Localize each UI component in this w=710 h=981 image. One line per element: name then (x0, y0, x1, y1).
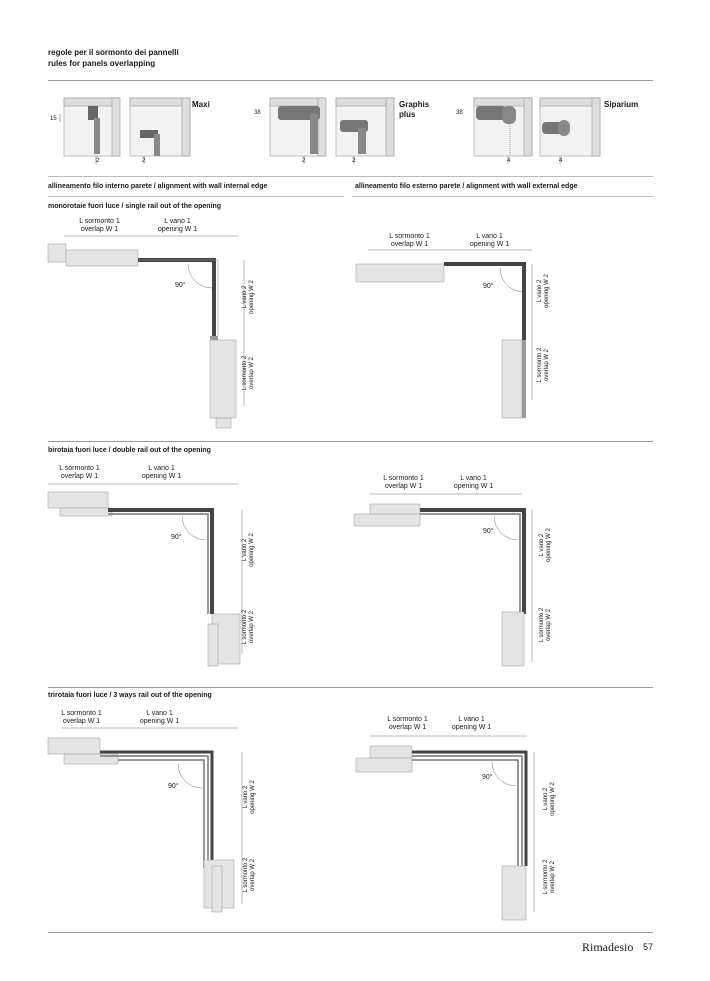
opening-w2-label: L vano 2 opening W 2 (543, 782, 556, 816)
opening-w1-label: L vano 1 (148, 465, 175, 472)
divider (48, 176, 653, 177)
opening-w1-label-en: opening W 1 (139, 718, 180, 725)
siparium-dim-b: 4 (559, 158, 563, 164)
opening-w1-label: L vano 1 (164, 218, 191, 225)
alignment-external-heading: allineamento filo esterno parete / alignment with wall external edge (355, 183, 578, 190)
angle-label: 90° (482, 774, 493, 781)
opening-w1-label: L vano 1 (458, 716, 485, 723)
divider (48, 687, 653, 688)
overlap-w2-label: L sormonto 2 overlap W 2 (543, 859, 556, 895)
overlap-w1-label: L sormonto 1 (61, 710, 102, 717)
divider (48, 932, 653, 933)
maxi-dim-a: 2 (96, 158, 100, 164)
page-title-it: regole per il sormonto dei pannelli (48, 48, 179, 57)
section-triple-rail: trirotaia fuori luce / 3 ways rail out of the opening (48, 692, 212, 699)
page-title-en: rules for panels overlapping (48, 59, 156, 68)
opening-w2-label: L vano 2 opening W 2 (539, 528, 552, 562)
opening-w1-label-en: opening W 1 (469, 241, 510, 248)
overlap-w2-label: L sormonto 2 overlap W 2 (242, 609, 255, 645)
opening-w1-label: L vano 1 (476, 233, 503, 240)
angle-label: 90° (175, 282, 186, 289)
overlap-w1-label: L sormonto 1 (389, 233, 430, 240)
graphis-plus-label: Graphis plus (399, 100, 430, 119)
opening-w1-label-en: opening W 1 (141, 473, 182, 480)
maxi-dim-left: 15 (50, 116, 57, 122)
overlap-w2-label: L sormonto 2 overlap W 2 (539, 607, 552, 643)
overlap-w2-label: L sormonto 2 overlap W 2 (243, 857, 256, 893)
overlap-w1-label-en: overlap W 1 (388, 724, 427, 731)
overlap-w1-label-en: overlap W 1 (390, 241, 429, 248)
maxi-profile-diagram (50, 92, 210, 172)
overlap-w1-label-en: overlap W 1 (80, 226, 119, 233)
overlap-w1-label: L sormonto 1 (387, 716, 428, 723)
siparium-label: Siparium (604, 100, 639, 109)
alignment-internal-heading: allineamento filo interno parete / alignment with wall internal edge (48, 183, 268, 190)
opening-w1-label-en: opening W 1 (453, 483, 494, 490)
section-double-rail: birotaia fuori luce / double rail out of the opening (48, 447, 211, 454)
overlap-w1-label-en: overlap W 1 (62, 718, 101, 725)
section-single-rail: monorotaie fuori luce / single rail out of the opening (48, 203, 222, 210)
plan-drawing (48, 728, 248, 918)
siparium-dim-left: 38 (456, 110, 463, 116)
angle-label: 90° (171, 534, 182, 541)
brand-name: Rimadesio (582, 940, 634, 954)
angle-label: 90° (483, 283, 494, 290)
opening-w2-label: L vano 2 opening W 2 (537, 274, 550, 308)
plan-drawing (48, 484, 248, 674)
opening-w2-label: L vano 2 opening W 2 (243, 780, 256, 814)
overlap-w1-label: L sormonto 1 (79, 218, 120, 225)
siparium-profile-diagram (468, 92, 618, 172)
overlap-w2-label: L sormonto 2 overlap W 2 (242, 355, 255, 391)
graphis-dim-left: 38 (254, 110, 261, 116)
divider (48, 80, 653, 81)
graphis-dim-b: 2 (352, 158, 356, 164)
opening-w2-label: L vano 2 opening W 2 (242, 533, 255, 567)
plan-drawing (48, 236, 248, 436)
divider (48, 196, 344, 197)
angle-label: 90° (483, 528, 494, 535)
divider (48, 441, 653, 442)
page-number: 57 (643, 942, 654, 952)
overlap-w1-label: L sormonto 1 (383, 475, 424, 482)
maxi-dim-b: 2 (142, 158, 146, 164)
overlap-w2-label: L sormonto 2 overlap W 2 (537, 347, 550, 383)
graphis-plus-profile-diagram (258, 92, 398, 172)
opening-w1-label-en: opening W 1 (451, 724, 492, 731)
graphis-dim-a: 2 (302, 158, 306, 164)
plan-drawing (352, 250, 552, 450)
opening-w2-label: L vano 2 opening W 2 (242, 280, 255, 314)
maxi-label: Maxi (192, 100, 210, 109)
divider (352, 196, 653, 197)
opening-w1-label: L vano 1 (146, 710, 173, 717)
overlap-w1-label-en: overlap W 1 (60, 473, 99, 480)
plan-drawing (352, 736, 552, 926)
plan-drawing (352, 494, 552, 674)
overlap-w1-label-en: overlap W 1 (384, 483, 423, 490)
angle-label: 90° (168, 783, 179, 790)
opening-w1-label-en: opening W 1 (157, 226, 198, 233)
opening-w1-label: L vano 1 (460, 475, 487, 482)
siparium-dim-a: 4 (507, 158, 511, 164)
overlap-w1-label: L sormonto 1 (59, 465, 100, 472)
